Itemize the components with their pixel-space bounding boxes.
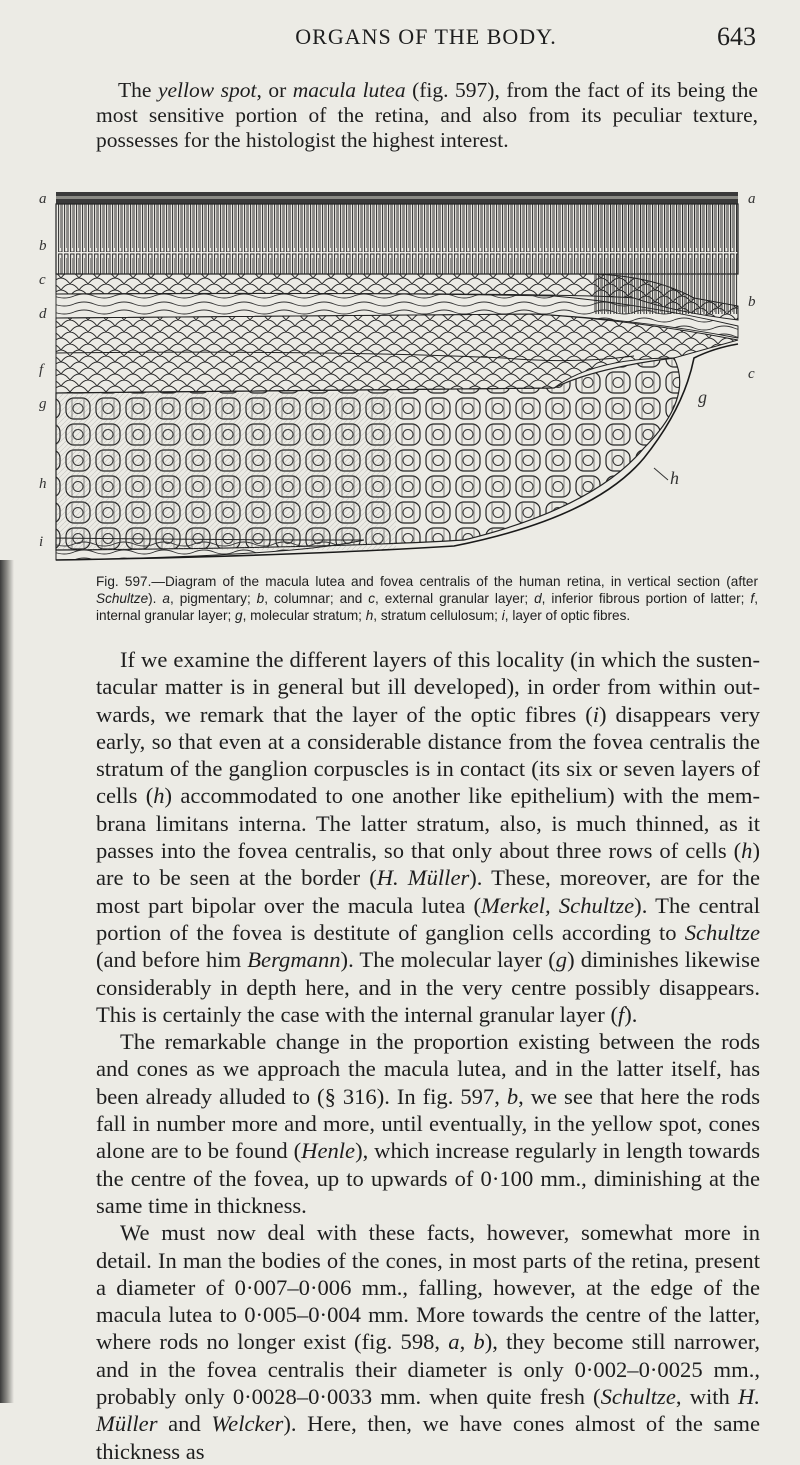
ref: i — [592, 701, 600, 727]
label-g-right: g — [698, 387, 707, 407]
retina-section-illustration — [34, 188, 764, 566]
text-run: ). — [624, 1001, 638, 1027]
ref: Welcker — [211, 1411, 284, 1437]
page-header — [96, 22, 756, 56]
term-macula-lutea: macula lutea — [292, 78, 406, 102]
ref: b — [473, 1329, 485, 1355]
text-run: The remarkable change in the proportion existing between the rods and cones as we approach the macula lutea, and in the latter itself, has been already alluded to (§ 316). In fig. 597, — [96, 1029, 760, 1109]
text-run: , molecular stratum; — [242, 608, 366, 623]
text-run: ). Here, then, we have cones almost of the same thickness as — [96, 1411, 760, 1464]
text-run: Fig. 597.—Diagram of the macula lutea and fovea centralis of the human retina, in vertical section (after — [96, 574, 758, 589]
figure-caption — [96, 573, 758, 624]
body-text — [96, 646, 760, 1465]
text-run: , — [459, 1329, 474, 1355]
text-run: , stratum cellulosum; — [373, 608, 502, 623]
text-run: ) disappears very early, so that even at a considerable distance from the fovea centralis the stratum of the ganglion corpuscles is in contact (its six or seven layers of cells ( — [96, 701, 761, 809]
text-run: (and before him — [96, 947, 248, 973]
label-b-left: b — [39, 238, 47, 254]
text-run: , or — [256, 78, 293, 102]
label-h-right: h — [670, 468, 679, 488]
text-run: ). — [148, 591, 163, 606]
paragraph-3 — [96, 1219, 760, 1465]
layer-key: d — [534, 591, 542, 606]
text-run: and — [157, 1411, 212, 1437]
label-d-left: d — [39, 306, 47, 322]
paragraph-2 — [96, 1028, 760, 1219]
ref: Schultze — [684, 919, 760, 945]
label-f-left: f — [39, 362, 44, 378]
text-run: , columnar; and — [264, 591, 369, 606]
ref: H. Müller — [96, 1384, 760, 1437]
text-run: , with — [675, 1384, 739, 1410]
layer-key: g — [235, 608, 243, 623]
ref: h — [741, 838, 753, 864]
text-run: , pigmentary; — [169, 591, 257, 606]
text-run: , layer of optic fibres. — [504, 608, 631, 623]
label-g-left: g — [39, 396, 47, 412]
text-run: ), which increase regularly in length towards the centre of the fovea, up to upwards of 0·100 mm., diminishing at the same time in thickness. — [96, 1138, 760, 1218]
layer-key: i — [501, 608, 505, 623]
text-run: If we examine the different layers of this locality (in which the sustentacular matter is in general but ill developed), in order from within outwards, we remark that the layer of the optic fibres ( — [96, 647, 760, 727]
text-run: ). These, moreover, are for the most part bipolar over the macula lutea ( — [96, 865, 760, 918]
label-c-left: c — [39, 272, 46, 288]
paragraph-1 — [96, 646, 760, 1028]
text-run: ) accommodated to one another like epithelium) with the membrana limitans interna. The latter stratum, also, is much thinned, as it passes into the fovea centralis, so that only about three rows of cells ( — [96, 783, 760, 864]
label-a-right: a — [748, 191, 756, 207]
ref: H. Müller — [376, 865, 470, 891]
text-run: ). The molecular layer ( — [340, 947, 556, 973]
text-run: , external granular layer; — [375, 591, 535, 606]
layer-key: c — [368, 591, 376, 606]
ref: a — [448, 1329, 460, 1355]
ref: Schultze — [600, 1384, 676, 1410]
text-run: We must now deal with these facts, however, somewhat more in detail. In man the bodies of the cones, in most parts of the retina, present a diameter of 0·007–0·006 mm., falling, however, at the edge of the macula lutea to 0·005–0·004 mm. More towards the centre of the latter, where rods no longer exist (fig. 598, — [96, 1220, 760, 1355]
label-a-left: a — [39, 191, 47, 207]
figure-597-retina-diagram — [34, 188, 764, 566]
running-title: ORGANS OF THE BODY. — [295, 24, 557, 49]
ref: f — [617, 1001, 625, 1027]
text-run: (fig. 597), from the fact of its being the most sensitive portion of the retina, and also from its peculiar texture, possesses for the histologist the highest interest. — [96, 78, 758, 152]
text-run: ), they become still narrower, and in the fovea centralis their diameter is only 0·002–0·0025 mm., probably only 0·0028–0·0033 mm. when quite fresh ( — [96, 1329, 760, 1410]
layer-key: f — [750, 591, 755, 606]
term-yellow-spot: yellow spot — [157, 78, 257, 102]
label-i-left: i — [39, 534, 44, 550]
label-c-right: c — [748, 366, 755, 382]
label-h-left: h — [39, 476, 47, 492]
ref: h — [153, 783, 165, 809]
binding-shadow — [0, 560, 14, 1403]
layer-a-pigmentary — [56, 192, 738, 204]
ref: Henle — [301, 1138, 356, 1164]
page-number: 643 — [717, 22, 756, 51]
ref: b — [506, 1083, 519, 1109]
text-run: The — [118, 78, 158, 102]
ref: g — [555, 947, 568, 973]
intro-paragraph — [96, 78, 758, 153]
text-run: ). The central portion of the fovea is destitute of ganglion cells according to — [96, 892, 760, 945]
text-run: , inferior fibrous portion of latter; — [541, 591, 751, 606]
text-run: ) diminishes likewise considerably in depth here, and in the very centre possibly disappears. This is certainly the case with the internal granular layer ( — [96, 947, 760, 1027]
layer-key: b — [256, 591, 265, 606]
text-run: ) are to be seen at the border ( — [96, 838, 760, 891]
text-run: , we see that here the rods fall in number more and more, until eventually, in the yellow spot, cones alone are to be found ( — [96, 1083, 760, 1164]
author-ref: Schultze — [96, 591, 149, 606]
layer-key: h — [365, 608, 374, 623]
ref: Bergmann — [247, 947, 341, 973]
label-b-right: b — [748, 294, 756, 310]
text-run: , internal granular layer; — [96, 591, 758, 623]
layer-key: a — [162, 591, 170, 606]
ref: Merkel, Schultze — [481, 892, 635, 918]
